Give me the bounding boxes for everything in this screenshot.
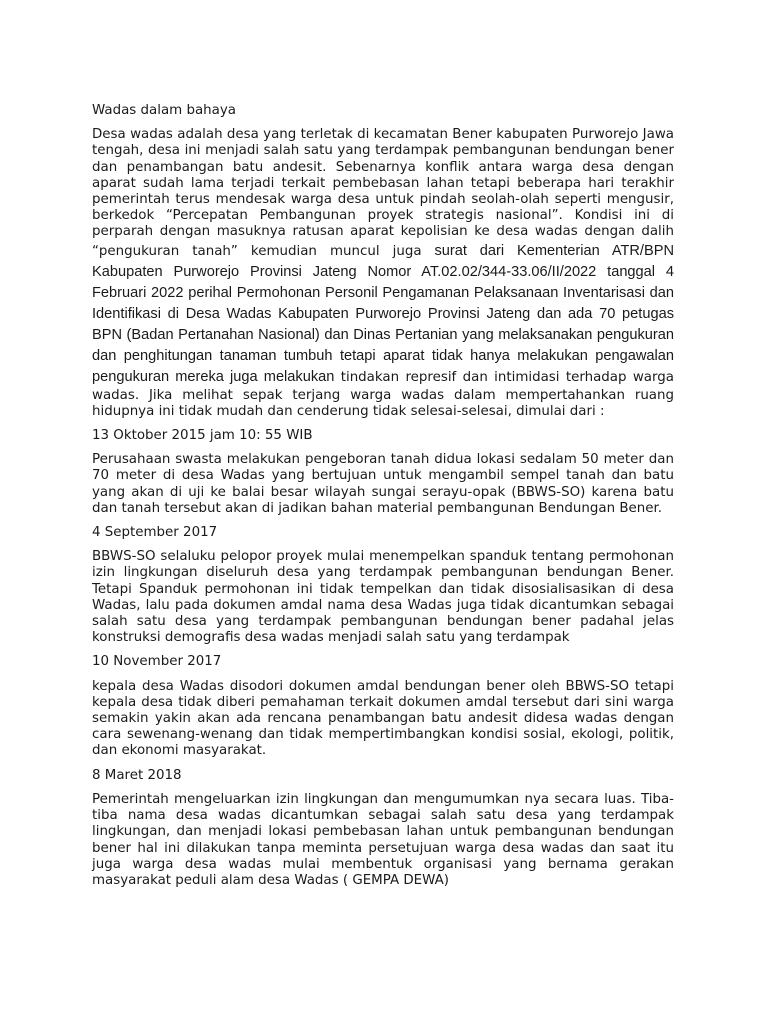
entry-date: 4 September 2017 xyxy=(92,525,218,541)
entry-text: kepala desa Wadas disodori dokumen amdal bendungan bener oleh BBWS-SO tetapi kepala desa tidak diberi pemahaman terkait dokumen amdal tersebut dari sini warga semakin yakin akan ada rencana penambangan batu andesit didesa wadas dengan cara sewenang-wenang dan tidak mempertimbangkan kondisi sosial, ekologi, politik, dan ekonomi masyarakat. xyxy=(92,678,674,759)
entry-text: BBWS-SO selaluku pelopor proyek mulai menempelkan spanduk tentang permohonan izin lingkungan diseluruh desa yang terdampak pembangunan bendungan Bener. Tetapi Spanduk permohonan ini tidak tempelkan dan tidak disosialisasikan di desa Wadas, lalu pada dokumen amdal nama desa Wadas juga tidak dicantumkan sebagai salah satu desa yang terdampak pembangunan bendungan bener padahal jelas konstruksi demografis desa wadas menjadi salah satu yang terdampak xyxy=(92,549,674,646)
intro-text-part3: tindakan represif dan intimidasi terhadap warga wadas. Jika melihat sepak terjang warga wadas dalam mempertahankan ruang hidupnya ini tidak mudah dan cenderung tidak selesai-selesai, dimulai dari : xyxy=(92,369,674,419)
document-body xyxy=(92,103,674,897)
intro-text-part1: Desa wadas adalah desa yang terletak di kecamatan Bener kabupaten Purworejo Jawa tengah, desa ini menjadi salah satu yang terdampak pembangunan bendungan bener dan penambangan batu andesit. Sebenarnya konflik antara warga desa dengan aparat sudah lama terjadi terkait pembebasan lahan tetapi beberapa hari terakhir pemerintah terus mendesak warga desa untuk pindah seolah-olah seperti mengusir, berkedok “Percepatan Pembangunan proyek strategis nasional”. Kondisi ini di perparah dengan masuknya ratusan aparat kepolisian ke desa wadas dengan dalih “pengukuran tanah” kemudian muncul juga xyxy=(92,127,674,259)
document-title: Wadas dalam bahaya xyxy=(92,103,236,118)
intro-paragraph xyxy=(92,127,674,420)
entry-text: Pemerintah mengeluarkan izin lingkungan dan mengumumkan nya secara luas. Tiba-tiba nama desa wadas dicantumkan sebagai salah satu desa yang terdampak lingkungan, dan menjadi lokasi pembebasan lahan untuk pembangunan bendungan bener hal ini dilakukan tanpa meminta persetujuan warga desa wadas dan saat itu juga warga desa wadas mulai membentuk organisasi yang bernama gerakan masyarakat peduli alam desa Wadas ( GEMPA DEWA) xyxy=(92,791,674,888)
entry-text: Perusahaan swasta melakukan pengeboran tanah didua lokasi sedalam 50 meter dan 70 meter di desa Wadas yang bertujuan untuk mengambil sempel tanah dan batu yang akan di uji ke balai besar wilayah sungai serayu-opak (BBWS-SO) karena batu dan tanah tersebut akan di jadikan bahan material pembangunan Bendungan Bener. xyxy=(92,452,674,516)
entry-date: 13 Oktober 2015 jam 10: 55 WIB xyxy=(92,428,313,444)
entry-date: 8 Maret 2018 xyxy=(92,767,182,783)
intro-text-part2: surat dari Kementerian ATR/BPN Kabupaten Purworejo Provinsi Jateng Nomor AT.02.02/344-33.06/II/2022 tanggal 4 Februari 2022 perihal Permohonan Personil Pengamanan Pelaksanaan Inventarisasi dan Identifikasi di Desa Wadas Kabupaten Purworejo Provinsi Jateng dan ada 70 petugas BPN (Badan Pertanahan Nasional) dan Dinas Pertanian yang melaksanakan pengukuran dan penghitungan tanaman tumbuh tetapi aparat tidak hanya melakukan pengawalan pengukuran mereka juga melakukan xyxy=(92,242,674,385)
entry-date: 10 November 2017 xyxy=(92,654,222,670)
